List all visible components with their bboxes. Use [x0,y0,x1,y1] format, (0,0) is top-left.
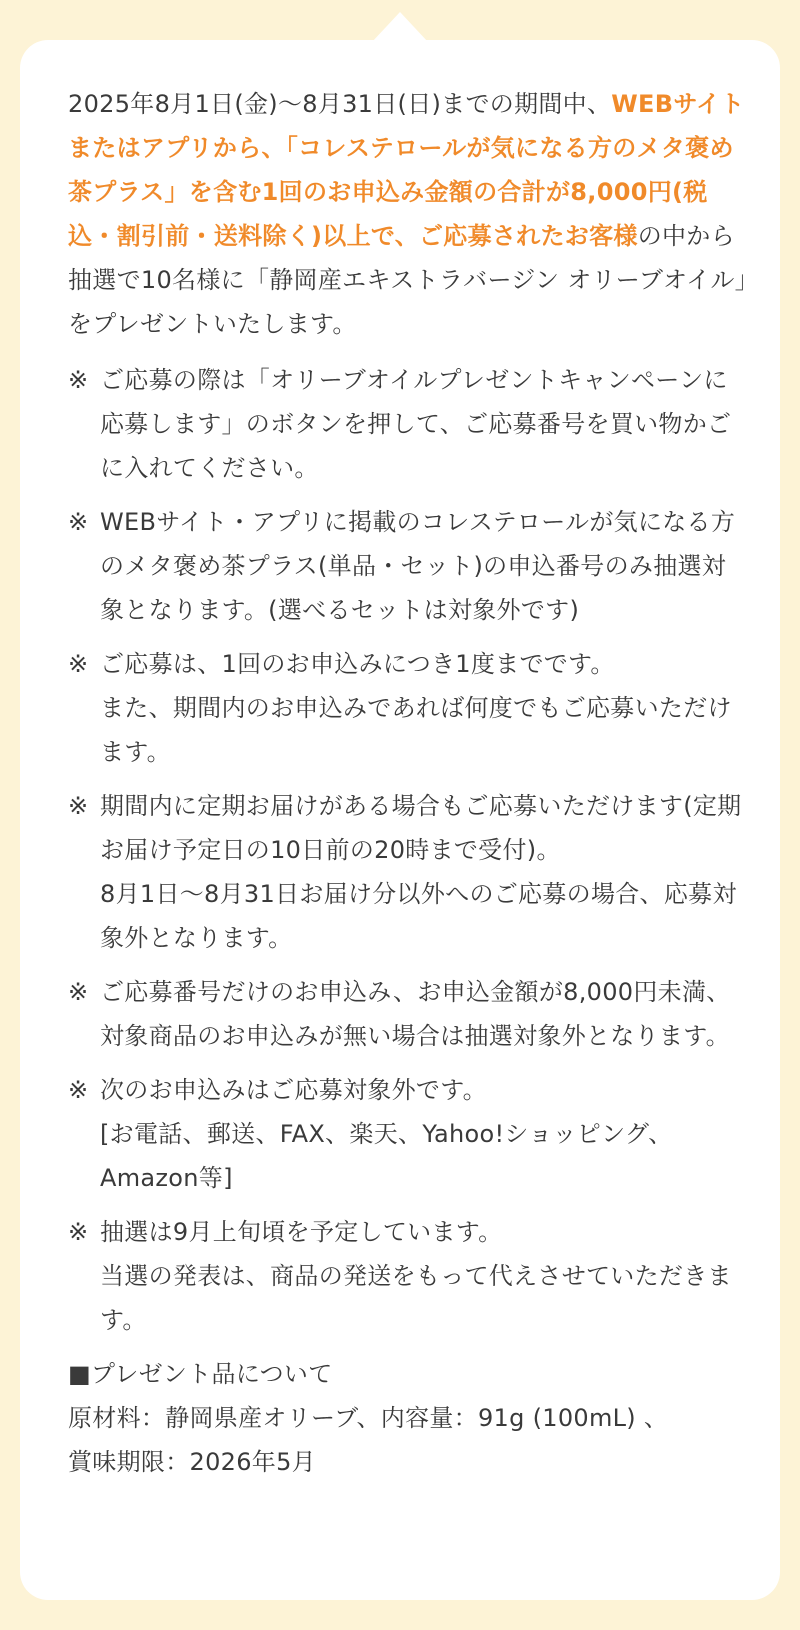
present-ingredients: 原材料：静岡県産オリーブ、内容量：91g (100mL) 、 [68,1404,669,1432]
note-mark: ※ [68,366,89,394]
speech-bubble-pointer [372,12,428,42]
campaign-notice-card [20,40,780,1600]
note-body [100,500,748,632]
present-info [68,1352,748,1484]
lead-period: 2025年8月1日(金)〜8月31日(日)までの期間中、 [68,90,612,118]
note-body [100,970,748,1058]
lead-prize: の中から抽選で10名様に「静岡産エキストラバージン オリーブオイル」をプレゼントいたします。 [68,222,747,338]
note-item [68,358,748,490]
note-item [68,784,748,960]
note-body [100,358,748,490]
note-item [68,642,748,774]
note-body [100,1068,748,1200]
note-item [68,500,748,632]
note-mark: ※ [68,650,89,678]
note-line: 期間内に定期お届けがある場合もご応募いただけます(定期お届け予定日の10日前の20時まで受付)。 [100,792,742,864]
campaign-lead-text [68,82,748,346]
note-line: ご応募は、1回のお申込みにつき1度までです。 [100,650,615,678]
note-line: 当選の発表は、商品の発送をもって代えさせていただきます。 [100,1262,732,1334]
present-expiry: 賞味期限：2026年5月 [68,1448,316,1476]
note-line: ご応募番号だけのお申込み、お申込金額が8,000円未満、対象商品のお申込みが無い場合は抽選対象外となります。 [100,978,731,1050]
note-body [100,642,748,774]
note-body [100,784,748,960]
present-heading: ■プレゼント品について [68,1360,333,1388]
note-line: 抽選は9月上旬頃を予定しています。 [100,1218,503,1246]
note-line: 次のお申込みはご応募対象外です。 [100,1076,487,1104]
lead-highlight: WEBサイトまたはアプリから、「コレステロールが気になる方のメタ褒め茶プラス」を含む1回のお申込み金額の合計が8,000円(税込・割引前・送料除く)以上で、ご応募されたお客様 [68,90,745,250]
note-mark: ※ [68,1076,89,1104]
note-line: ご応募の際は「オリーブオイルプレゼントキャンペーンに応募します」のボタンを押して、ご応募番号を買い物かごに入れてください。 [100,366,732,482]
note-line: [お電話、郵送、FAX、楽天、Yahoo!ショッピング、Amazon等] [100,1120,673,1192]
note-item [68,970,748,1058]
note-line: また、期間内のお申込みであれば何度でもご応募いただけます。 [100,694,732,766]
note-body [100,1210,748,1342]
note-mark: ※ [68,1218,89,1246]
note-item [68,1068,748,1200]
note-item [68,1210,748,1342]
campaign-content [68,82,748,1484]
note-line: WEBサイト・アプリに掲載のコレステロールが気になる方のメタ褒め茶プラス(単品・セット)の申込番号のみ抽選対象となります。(選べるセットは対象外です) [100,508,736,624]
note-line: 8月1日〜8月31日お届け分以外へのご応募の場合、応募対象外となります。 [100,880,737,952]
note-mark: ※ [68,508,89,536]
note-mark: ※ [68,978,89,1006]
note-mark: ※ [68,792,89,820]
